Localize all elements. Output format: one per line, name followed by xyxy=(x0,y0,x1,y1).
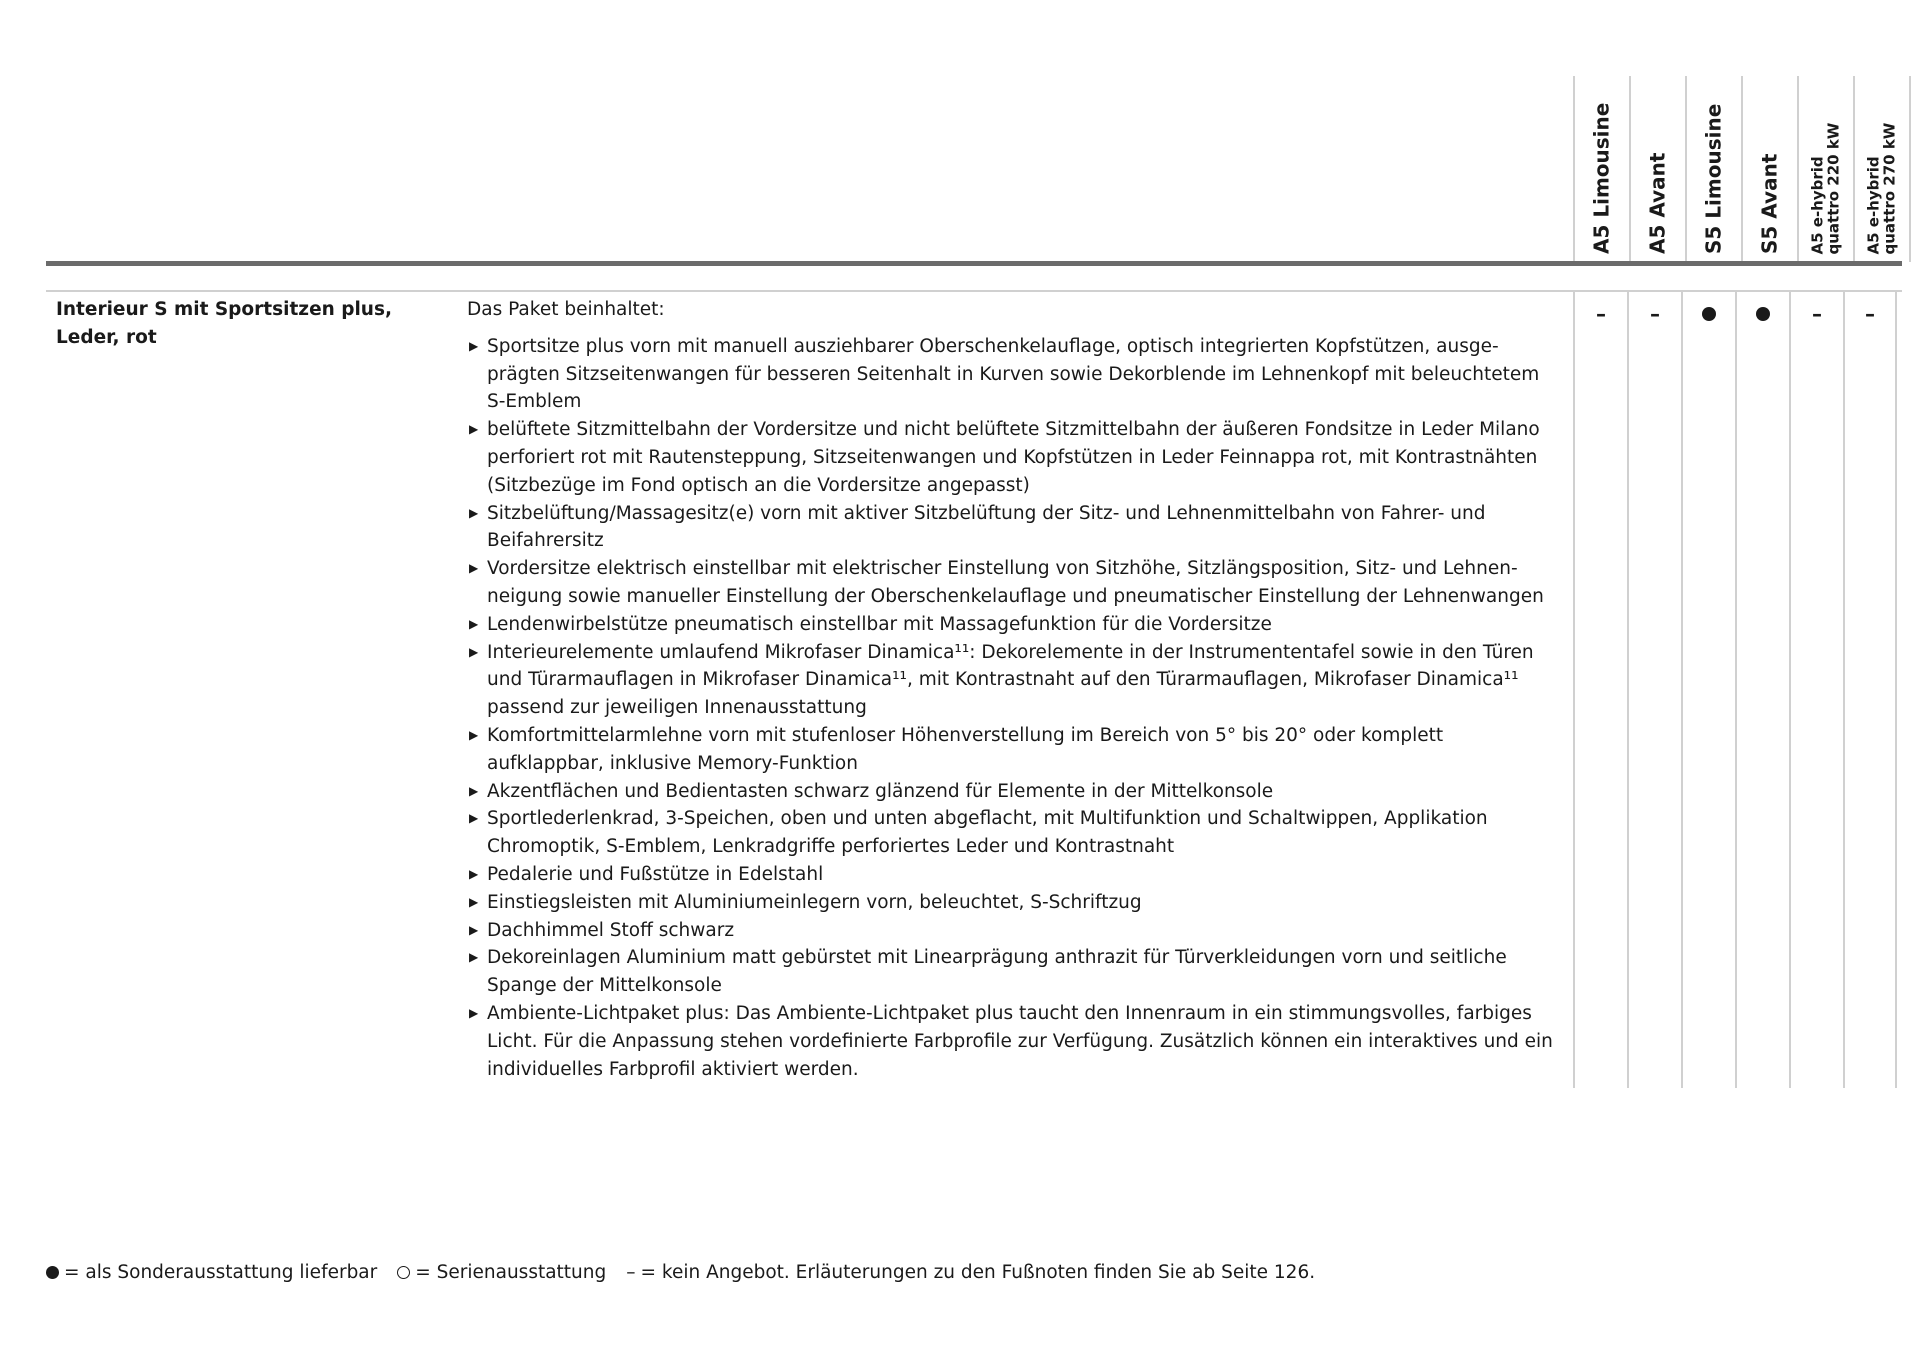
availability-cell xyxy=(1627,292,1681,1088)
bullet-list xyxy=(467,333,1567,1084)
dash-icon: – xyxy=(1596,302,1606,326)
bullet-line: Einstiegsleisten mit Aluminiumeinlegern vorn, beleuchtet, S-Schriftzug xyxy=(487,891,1142,913)
triangle-bullet-icon: ▶ xyxy=(469,338,479,353)
bullet-line: Interieurelemente umlaufend Mikrofaser Dinamica¹¹: Dekorelemente in der Instrumententafel sowie in den Türen xyxy=(487,641,1534,663)
column-header-label: A5 Avant xyxy=(1645,152,1670,254)
triangle-bullet-icon: ▶ xyxy=(469,866,479,881)
legend-standard: = Serienausstattung xyxy=(415,1262,607,1283)
bullet-line: Vordersitze elektrisch einstellbar mit elektrischer Einstellung von Sitzhöhe, Sitzlängsposition, Sitz- und Lehnen- xyxy=(487,558,1518,580)
triangle-bullet-icon: ▶ xyxy=(469,1005,479,1020)
bullet-line: Ambiente-Lichtpaket plus: Das Ambiente-Lichtpaket plus taucht den Innenraum in ein stimmungsvolles, farbiges xyxy=(487,1002,1532,1024)
dash-icon: – xyxy=(1865,302,1875,326)
triangle-bullet-icon: ▶ xyxy=(469,894,479,909)
bullet-line: Beifahrersitz xyxy=(487,530,604,552)
legend-optional: = als Sonderausstattung lieferbar xyxy=(64,1262,378,1283)
bullet-line: perforiert rot mit Rautensteppung, Sitzseitenwangen und Kopfstützen in Leder Feinnappa rot, mit Kontrastnähten xyxy=(487,446,1538,468)
column-headers xyxy=(1573,76,1911,262)
legend xyxy=(46,1262,1315,1283)
column-header xyxy=(1853,76,1911,262)
bullet-line: Sitzbelüftung/Massagesitz(e) vorn mit aktiver Sitzbelüftung der Sitz- und Lehnenmittelbahn von Fahrer- und xyxy=(487,502,1486,524)
bullet-item xyxy=(467,333,1567,416)
bullet-item xyxy=(467,944,1567,1000)
bullet-line: Sportlederlenkrad, 3-Speichen, oben und unten abgeflacht, mit Multifunktion und Schaltwippen, Applikation xyxy=(487,808,1488,830)
triangle-bullet-icon: ▶ xyxy=(469,616,479,631)
bullet-line: neigung sowie manueller Einstellung der Oberschenkelauflage und pneumatischer Einstellung der Lehnenwangen xyxy=(487,585,1544,607)
availability-cell xyxy=(1573,292,1627,1088)
bullet-line: prägten Sitzseitenwangen für besseren Seitenhalt in Kurven sowie Dekorblende im Lehnenkopf mit beleuchtetem xyxy=(487,363,1540,385)
feature-title: Interieur S mit Sportsitzen plus, Leder, rot xyxy=(56,299,393,348)
triangle-bullet-icon: ▶ xyxy=(469,727,479,742)
triangle-bullet-icon: ▶ xyxy=(469,561,479,576)
bullet-item xyxy=(467,889,1567,917)
filled-dot-icon xyxy=(46,1266,59,1279)
filled-dot-icon xyxy=(1756,307,1770,321)
open-circle-icon xyxy=(397,1266,410,1279)
triangle-bullet-icon: ▶ xyxy=(469,950,479,965)
legend-none: = kein Angebot. Erläuterungen zu den Fußnoten finden Sie ab Seite 126. xyxy=(640,1262,1316,1283)
bullet-line: und Türarmauflagen in Mikrofaser Dinamica¹¹, mit Kontrastnaht auf den Türarmauflagen, Mikrofaser Dinamica¹¹ xyxy=(487,669,1519,691)
column-header xyxy=(1797,76,1853,262)
bullet-line: Spange der Mittelkonsole xyxy=(487,975,722,997)
availability-cell xyxy=(1843,292,1897,1088)
header-rule xyxy=(46,261,1902,266)
triangle-bullet-icon: ▶ xyxy=(469,644,479,659)
column-header xyxy=(1685,76,1741,262)
bullet-item xyxy=(467,1000,1567,1083)
bullet-line: Licht. Für die Anpassung stehen vordefinierte Farbprofile zur Verfügung. Zusätzlich können ein interaktives und ein xyxy=(487,1030,1553,1052)
triangle-bullet-icon: ▶ xyxy=(469,811,479,826)
bullet-item xyxy=(467,416,1567,499)
filled-dot-icon xyxy=(1702,307,1716,321)
triangle-bullet-icon: ▶ xyxy=(469,922,479,937)
bullet-line: Komfortmittelarmlehne vorn mit stufenloser Höhenverstellung im Bereich von 5° bis 20° oder komplett xyxy=(487,724,1444,746)
triangle-bullet-icon: ▶ xyxy=(469,783,479,798)
dash-icon: – xyxy=(1812,302,1822,326)
column-header xyxy=(1573,76,1629,262)
bullet-item xyxy=(467,778,1567,806)
bullet-line: aufklappbar, inklusive Memory-Funktion xyxy=(487,752,858,774)
column-header-label: S5 Avant xyxy=(1757,153,1782,254)
column-header-label: A5 e-hybrid quattro 270 kW xyxy=(1864,122,1898,254)
bullet-item xyxy=(467,555,1567,611)
column-header-label: A5 e-hybrid quattro 220 kW xyxy=(1808,122,1842,254)
bullet-line: Dekoreinlagen Aluminium matt gebürstet mit Linearprägung anthrazit für Türverkleidungen vorn und seitliche xyxy=(487,947,1507,969)
bullet-line: Lendenwirbelstütze pneumatisch einstellbar mit Massagefunktion für die Vordersitze xyxy=(487,613,1272,635)
bullet-item xyxy=(467,917,1567,945)
column-header xyxy=(1629,76,1685,262)
bullet-item xyxy=(467,639,1567,722)
feature-intro: Das Paket beinhaltet: xyxy=(467,299,665,320)
column-header-label: A5 Limousine xyxy=(1589,102,1614,254)
triangle-bullet-icon: ▶ xyxy=(469,505,479,520)
bullet-item xyxy=(467,805,1567,861)
bullet-line: passend zur jeweiligen Innenausstattung xyxy=(487,697,867,719)
dash-icon: – xyxy=(1650,302,1660,326)
bullet-line: belüftete Sitzmittelbahn der Vordersitze und nicht belüftete Sitzmittelbahn der äußeren Fondsitze in Leder Milano xyxy=(487,419,1540,441)
feature-description xyxy=(467,296,1567,1083)
bullet-line: Akzentflächen und Bedientasten schwarz glänzend für Elemente in der Mittelkonsole xyxy=(487,780,1274,802)
availability-cells xyxy=(1573,292,1897,1088)
availability-cell xyxy=(1735,292,1789,1088)
availability-cell xyxy=(1681,292,1735,1088)
dash-icon: – xyxy=(626,1262,636,1283)
bullet-line: Pedalerie und Fußstütze in Edelstahl xyxy=(487,863,824,885)
triangle-bullet-icon: ▶ xyxy=(469,422,479,437)
bullet-item xyxy=(467,861,1567,889)
bullet-line: (Sitzbezüge im Fond optisch an die Vordersitze angepasst) xyxy=(487,474,1030,496)
column-header-label: S5 Limousine xyxy=(1701,103,1726,254)
bullet-line: individuelles Farbprofil aktiviert werden. xyxy=(487,1058,859,1080)
bullet-line: Dachhimmel Stoff schwarz xyxy=(487,919,735,941)
bullet-line: S-Emblem xyxy=(487,391,582,413)
bullet-item xyxy=(467,611,1567,639)
availability-cell xyxy=(1789,292,1843,1088)
bullet-line: Sportsitze plus vorn mit manuell ausziehbarer Oberschenkelauflage, optisch integrierten Kopfstützen, ausge- xyxy=(487,335,1499,357)
bullet-item xyxy=(467,722,1567,778)
bullet-line: Chromoptik, S-Emblem, Lenkradgriffe perforiertes Leder und Kontrastnaht xyxy=(487,836,1175,858)
column-header xyxy=(1741,76,1797,262)
bullet-item xyxy=(467,500,1567,556)
